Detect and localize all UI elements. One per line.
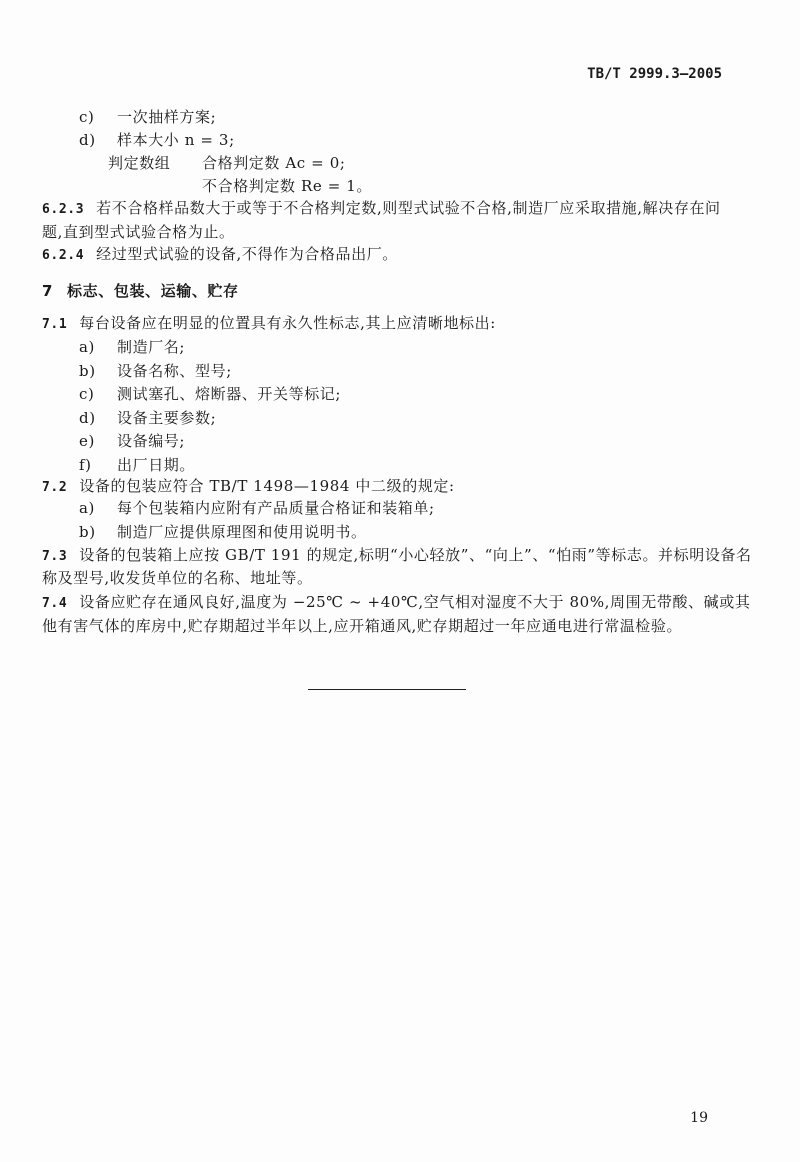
list-item [79, 498, 435, 518]
item-text: 测试塞孔、熔断器、开关等标记; [117, 385, 342, 403]
group-label: 判定数组 [108, 154, 171, 172]
clause-7-4 [42, 592, 750, 614]
clause-text: 他有害气体的库房中,贮存期超过半年以上,应开箱通风,贮存期超过一年应通电进行常温检验。 [42, 617, 683, 635]
item-text: 设备编号; [117, 432, 186, 450]
clause-text: 设备的包装应符合 TB/T 1498—1984 中二级的规定: [79, 477, 455, 495]
section-title: 标志、包装、运输、贮存 [67, 282, 239, 300]
clause-7-2 [42, 476, 455, 498]
item-label: a) [79, 338, 95, 356]
section-number: 7 [42, 282, 54, 300]
clause-number: 6.2.3 [42, 202, 85, 217]
clause-text: 每台设备应在明显的位置具有永久性标志,其上应清晰地标出: [79, 314, 496, 332]
clause-text: 设备的包装箱上应按 GB/T 191 的规定,标明“小心轻放”、“向上”、“怕雨”等标志。并标明设备名 [79, 546, 752, 564]
list-item [79, 107, 216, 127]
clause-number: 6.2.4 [42, 248, 85, 263]
clause-text: 经过型式试验的设备,不得作为合格品出厂。 [96, 245, 398, 263]
item-label: b) [79, 362, 96, 380]
list-item [79, 431, 185, 451]
item-label: e) [79, 432, 95, 450]
list-item [79, 384, 341, 404]
end-rule [308, 689, 466, 690]
clause-7-1 [42, 313, 496, 335]
list-item [79, 408, 216, 428]
item-text: 制造厂名; [117, 338, 186, 356]
item-text: 设备主要参数; [117, 409, 217, 427]
clause-number: 7.4 [42, 596, 68, 611]
page-number: 19 [690, 1110, 708, 1126]
ac-value: 合格判定数 Ac = 0; [202, 154, 346, 172]
item-label: f) [79, 456, 92, 474]
clause-text: 若不合格样品数大于或等于不合格判定数,则型式试验不合格,制造厂应采取措施,解决存在问 [96, 199, 721, 217]
list-item [79, 522, 367, 542]
re-value: 不合格判定数 Re = 1。 [202, 177, 372, 195]
item-label: b) [79, 523, 96, 541]
list-item [79, 337, 185, 357]
clause-text: 称及型号,收发货单位的名称、地址等。 [42, 569, 313, 587]
list-item [79, 130, 235, 150]
clause-number: 7.2 [42, 480, 68, 495]
item-text: 一次抽样方案; [117, 108, 217, 126]
item-label: c) [79, 385, 95, 403]
clause-text: 设备应贮存在通风良好,温度为 −25℃ ~ +40℃,空气相对湿度不大于 80%,周围无带酸、碱或其 [79, 593, 751, 611]
standard-code: TB/T 2999.3—2005 [587, 66, 722, 82]
item-text: 样本大小 n = 3; [117, 131, 235, 149]
clause-text: 题,直到型式试验合格为止。 [42, 223, 235, 241]
list-item [79, 455, 195, 475]
clause-6-2-3 [42, 198, 721, 220]
item-text: 每个包装箱内应附有产品质量合格证和装箱单; [117, 499, 435, 517]
clause-number: 7.1 [42, 317, 68, 332]
item-text: 制造厂应提供原理图和使用说明书。 [117, 523, 367, 541]
list-item [79, 361, 232, 381]
item-label: c) [79, 108, 95, 126]
item-text: 设备名称、型号; [117, 362, 232, 380]
item-text: 出厂日期。 [117, 456, 196, 474]
clause-6-2-4 [42, 244, 398, 266]
item-label: d) [79, 409, 96, 427]
clause-7-3 [42, 545, 752, 567]
item-label: a) [79, 499, 95, 517]
clause-number: 7.3 [42, 549, 68, 564]
section-heading [42, 281, 239, 301]
item-label: d) [79, 131, 96, 149]
